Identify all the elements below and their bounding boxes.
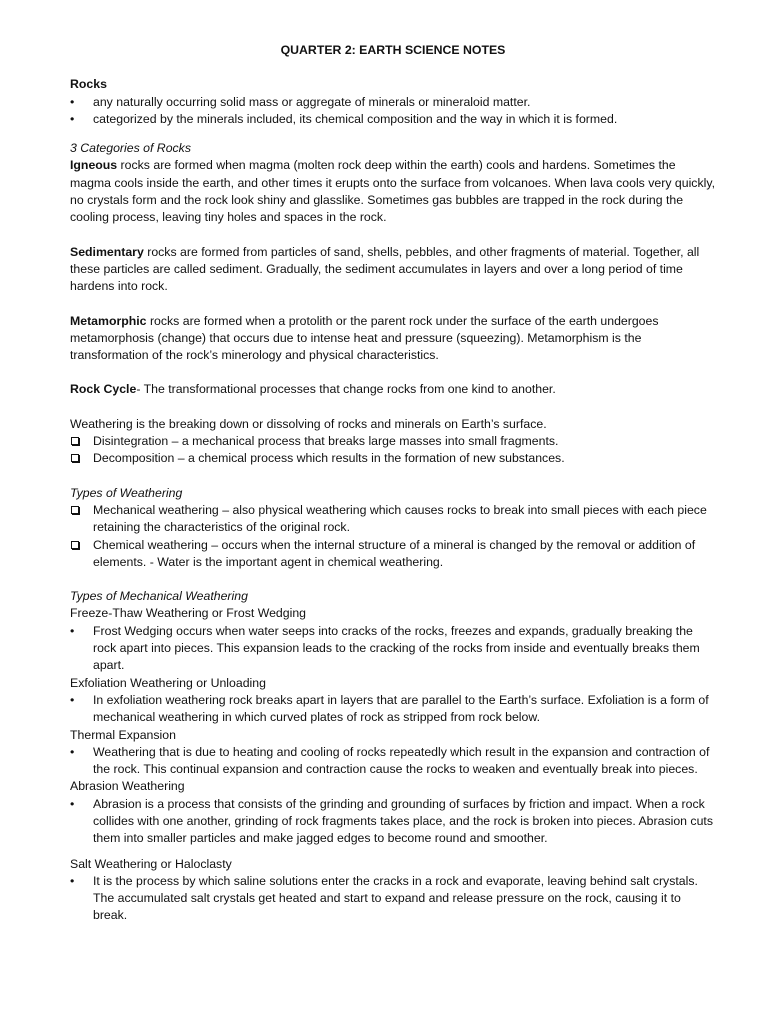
- types-weathering-heading: Types of Weathering: [70, 485, 183, 500]
- subsection-exfoliation: [70, 675, 716, 727]
- metamorphic-term: Metamorphic: [70, 313, 147, 328]
- subsection-heading: Exfoliation Weathering or Unloading: [70, 675, 266, 690]
- rock-cycle-text: - The transformational processes that change rocks from one kind to another.: [136, 382, 556, 397]
- list-item: [70, 796, 716, 848]
- igneous-text: rocks are formed when magma (molten rock deep within the earth) cools and hardens. Sometimes the magma cools inside the earth, and other times it erupts onto the surface from volcanoes. When lava cools very quickly, no crystals form and the rock look shiny and glasslike. Sometimes gas bubbles are trapped in the rock during the cooling process, leaving tiny holes and spaces in the rock.: [70, 158, 715, 225]
- subsection-salt: [70, 856, 716, 925]
- subsection-bullet-list: [70, 623, 716, 675]
- bullet-icon: •: [70, 796, 75, 811]
- types-weathering-list: [70, 502, 716, 571]
- list-item: [70, 692, 716, 727]
- checkbox-icon: [71, 437, 79, 445]
- categories-heading: 3 Categories of Rocks: [70, 141, 191, 156]
- list-item: [70, 433, 716, 450]
- list-item: [70, 94, 716, 111]
- list-item-text: Mechanical weathering – also physical weathering which causes rocks to break into small pieces with each piece retaining the characteristics of the original rock.: [93, 502, 707, 535]
- subsection-bullet-list: [70, 873, 716, 925]
- list-item: [70, 537, 716, 572]
- list-item-text: Abrasion is a process that consists of the grinding and grounding of surfaces by friction and impact. When a rock collides with one another, grinding of rock fragments takes place, and the rock is broken into pieces. Abrasion cuts them into smaller particles and make jagged edges to become round and smoother.: [93, 796, 713, 846]
- list-item: [70, 502, 716, 537]
- igneous-paragraph: [70, 157, 716, 226]
- subsection-heading: Freeze-Thaw Weathering or Frost Wedging: [70, 606, 307, 621]
- rocks-heading: Rocks: [70, 77, 107, 92]
- list-item-text: Frost Wedging occurs when water seeps into cracks of the rocks, freezes and expands, gradually breaking the rock apart into pieces. This expansion leads to the cracking of the rocks from inside and eventually breaks them apart.: [93, 623, 700, 673]
- bullet-icon: •: [70, 94, 75, 109]
- rock-cycle-term: Rock Cycle: [70, 382, 137, 397]
- list-item-text: Weathering that is due to heating and cooling of rocks repeatedly which result in the expansion and contraction of the rock. This continual expansion and contraction cause the rocks to weaken and eventually break into pieces.: [93, 744, 710, 777]
- weathering-list: [70, 433, 716, 468]
- subsection-bullet-list: [70, 796, 716, 848]
- list-item-text: Decomposition – a chemical process which results in the formation of new substances.: [93, 451, 565, 466]
- bullet-icon: •: [70, 111, 75, 126]
- list-item: [70, 450, 716, 467]
- list-item: [70, 873, 716, 925]
- list-item-text: categorized by the minerals included, its chemical composition and the way in which it is formed.: [93, 111, 618, 126]
- page-title: QUARTER 2: EARTH SCIENCE NOTES: [280, 43, 506, 57]
- list-item-text: any naturally occurring solid mass or aggregate of minerals or mineraloid matter.: [93, 94, 531, 109]
- sedimentary-paragraph: [70, 244, 716, 296]
- metamorphic-text: rocks are formed when a protolith or the parent rock under the surface of the earth undergoes metamorphosis (change) that occurs due to intense heat and pressure (squeezing). Metamorphism is the transformation of the rock’s minerology and physical characteristics.: [70, 313, 659, 363]
- sedimentary-text: rocks are formed from particles of sand, shells, pebbles, and other fragments of material. Together, all these particles are called sediment. Gradually, the sediment accumulates in layers and over a long period of time hardens into rock.: [70, 244, 700, 294]
- list-item-text: It is the process by which saline solutions enter the cracks in a rock and evaporate, leaving behind salt crystals. The accumulated salt crystals get heated and start to expand and release pressure on the rock, causing it to break.: [93, 873, 698, 923]
- subsection-heading: Abrasion Weathering: [70, 779, 185, 794]
- list-item: [70, 111, 716, 128]
- subsection-heading: Thermal Expansion: [70, 727, 176, 742]
- subsection-heading: Salt Weathering or Haloclasty: [70, 856, 232, 871]
- list-item-text: Disintegration – a mechanical process that breaks large masses into small fragments.: [93, 434, 559, 449]
- list-item: [70, 623, 716, 675]
- weathering-intro: Weathering is the breaking down or dissolving of rocks and minerals on Earth’s surface.: [70, 416, 547, 431]
- mechanical-heading: Types of Mechanical Weathering: [70, 589, 248, 604]
- list-item-text: In exfoliation weathering rock breaks apart in layers that are parallel to the Earth’s surface. Exfoliation is a form of mechanical weathering in which curved plates of rock as stripped from rock below.: [93, 692, 709, 725]
- subsection-freeze-thaw: [70, 605, 716, 674]
- subsection-bullet-list: [70, 692, 716, 727]
- sedimentary-term: Sedimentary: [70, 244, 144, 259]
- subsection-thermal: [70, 727, 716, 779]
- bullet-icon: •: [70, 692, 75, 707]
- metamorphic-paragraph: [70, 313, 716, 365]
- bullet-icon: •: [70, 744, 75, 759]
- checkbox-icon: [71, 506, 79, 514]
- checkbox-icon: [71, 454, 79, 462]
- list-item-text: Chemical weathering – occurs when the internal structure of a mineral is changed by the removal or addition of elements. - Water is the important agent in chemical weathering.: [93, 537, 696, 569]
- bullet-icon: •: [70, 623, 75, 638]
- rocks-bullet-list: [70, 94, 716, 129]
- subsection-abrasion: [70, 778, 716, 847]
- checkbox-icon: [71, 541, 79, 549]
- list-item: [70, 744, 716, 779]
- igneous-term: Igneous: [70, 158, 118, 173]
- subsection-bullet-list: [70, 744, 716, 779]
- bullet-icon: •: [70, 873, 75, 888]
- rock-cycle-paragraph: [70, 381, 716, 398]
